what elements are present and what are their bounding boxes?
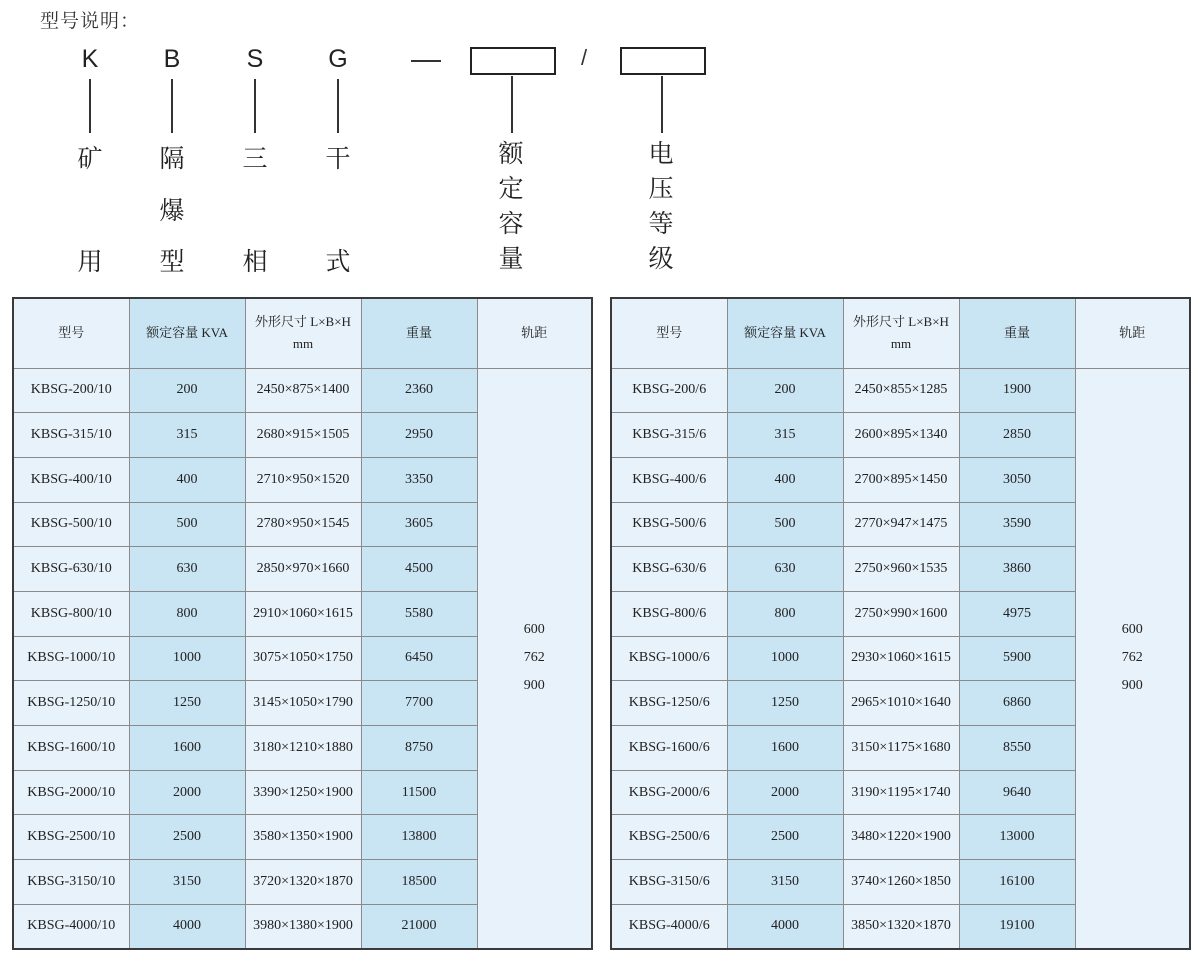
cell-weight: 21000 (361, 904, 477, 949)
meaning-voltage-char-2: 压 (648, 174, 674, 203)
cell-model: KBSG-200/6 (611, 368, 727, 413)
cell-weight: 11500 (361, 770, 477, 815)
meaning-voltage-char-3: 等 (648, 209, 674, 238)
cell-rated-capacity: 630 (129, 547, 245, 592)
cell-rated-capacity: 800 (727, 591, 843, 636)
voltage-placeholder-box (620, 47, 706, 75)
cell-weight: 3590 (959, 502, 1075, 547)
cell-model: KBSG-4000/10 (13, 904, 129, 949)
cell-model: KBSG-3150/10 (13, 860, 129, 905)
meaning-capacity-char-3: 容 (498, 209, 524, 238)
cell-rated-capacity: 630 (727, 547, 843, 592)
connector-line-capacity (511, 76, 513, 133)
cell-model: KBSG-1250/6 (611, 681, 727, 726)
cell-dimensions: 3980×1380×1900 (245, 904, 361, 949)
cell-weight: 3350 (361, 457, 477, 502)
track-gauge-value: 600 (523, 622, 545, 638)
cell-model: KBSG-315/6 (611, 413, 727, 458)
table-row (13, 368, 592, 413)
cell-model: KBSG-1250/10 (13, 681, 129, 726)
capacity-placeholder-box (470, 47, 556, 75)
cell-dimensions: 3580×1350×1900 (245, 815, 361, 860)
track-gauge-value: 762 (1121, 650, 1143, 666)
cell-rated-capacity: 800 (129, 591, 245, 636)
header-weight: 重量 (959, 298, 1075, 368)
meaning-b-char-2: 爆 (159, 196, 185, 225)
cell-model: KBSG-1600/10 (13, 726, 129, 771)
cell-model: KBSG-400/6 (611, 457, 727, 502)
cell-weight: 9640 (959, 770, 1075, 815)
cell-dimensions: 3190×1195×1740 (843, 770, 959, 815)
connector-line-voltage (661, 76, 663, 133)
meaning-b-char-3: 型 (159, 247, 185, 276)
meaning-g-char-2: 式 (325, 247, 351, 276)
cell-rated-capacity: 500 (727, 502, 843, 547)
cell-model: KBSG-1000/6 (611, 636, 727, 681)
cell-model: KBSG-1000/10 (13, 636, 129, 681)
cell-weight: 2360 (361, 368, 477, 413)
meaning-g-char-1: 干 (325, 144, 351, 173)
header-dimensions (245, 298, 361, 368)
spec-table-10kv (12, 297, 593, 950)
cell-rated-capacity: 1600 (129, 726, 245, 771)
cell-model: KBSG-630/10 (13, 547, 129, 592)
cell-rated-capacity: 315 (129, 413, 245, 458)
header-model: 型号 (611, 298, 727, 368)
cell-track-gauge (1075, 368, 1190, 949)
code-letter-s: S (246, 45, 264, 73)
cell-rated-capacity: 4000 (727, 904, 843, 949)
cell-dimensions: 2750×990×1600 (843, 591, 959, 636)
cell-rated-capacity: 2000 (129, 770, 245, 815)
cell-weight: 6860 (959, 681, 1075, 726)
track-gauge-value: 600 (1121, 622, 1143, 638)
header-dimensions (843, 298, 959, 368)
cell-dimensions: 3075×1050×1750 (245, 636, 361, 681)
cell-weight: 1900 (959, 368, 1075, 413)
cell-dimensions: 3180×1210×1880 (245, 726, 361, 771)
cell-model: KBSG-500/10 (13, 502, 129, 547)
cell-model: KBSG-2000/10 (13, 770, 129, 815)
cell-dimensions: 3480×1220×1900 (843, 815, 959, 860)
cell-weight: 8750 (361, 726, 477, 771)
cell-dimensions: 2750×960×1535 (843, 547, 959, 592)
cell-weight: 8550 (959, 726, 1075, 771)
code-separator-slash: / (581, 45, 588, 70)
meaning-k-char-2: 用 (77, 247, 103, 276)
cell-weight: 7700 (361, 681, 477, 726)
cell-rated-capacity: 1250 (727, 681, 843, 726)
connector-line-g (337, 79, 339, 133)
code-letter-b: B (163, 45, 181, 73)
cell-model: KBSG-400/10 (13, 457, 129, 502)
cell-weight: 13000 (959, 815, 1075, 860)
cell-model: KBSG-315/10 (13, 413, 129, 458)
cell-rated-capacity: 400 (129, 457, 245, 502)
cell-weight: 5580 (361, 591, 477, 636)
cell-dimensions: 2780×950×1545 (245, 502, 361, 547)
cell-dimensions: 2850×970×1660 (245, 547, 361, 592)
cell-dimensions: 2965×1010×1640 (843, 681, 959, 726)
cell-model: KBSG-2500/10 (13, 815, 129, 860)
cell-model: KBSG-200/10 (13, 368, 129, 413)
cell-weight: 13800 (361, 815, 477, 860)
meaning-b-char-1: 隔 (159, 144, 185, 173)
cell-rated-capacity: 1000 (129, 636, 245, 681)
cell-dimensions: 2930×1060×1615 (843, 636, 959, 681)
spec-table-6kv (610, 297, 1191, 950)
cell-dimensions: 3850×1320×1870 (843, 904, 959, 949)
code-letter-k: K (81, 45, 99, 73)
code-separator-dash (411, 60, 441, 62)
cell-dimensions: 3150×1175×1680 (843, 726, 959, 771)
meaning-voltage-char-4: 级 (648, 244, 674, 273)
table-row (611, 368, 1190, 413)
header-dimensions-label: 外形尺寸 L×B×H (853, 314, 949, 330)
cell-model: KBSG-500/6 (611, 502, 727, 547)
header-track-gauge: 轨距 (1075, 298, 1190, 368)
cell-dimensions: 2600×895×1340 (843, 413, 959, 458)
cell-rated-capacity: 4000 (129, 904, 245, 949)
cell-rated-capacity: 200 (727, 368, 843, 413)
cell-rated-capacity: 1600 (727, 726, 843, 771)
cell-dimensions: 2770×947×1475 (843, 502, 959, 547)
header-dimensions-unit: mm (890, 336, 912, 352)
meaning-capacity (495, 136, 527, 276)
track-gauge-value: 900 (1121, 678, 1143, 694)
cell-rated-capacity: 315 (727, 413, 843, 458)
cell-model: KBSG-2500/6 (611, 815, 727, 860)
cell-dimensions: 2710×950×1520 (245, 457, 361, 502)
cell-weight: 4500 (361, 547, 477, 592)
code-letter-g: G (328, 45, 348, 73)
cell-weight: 2850 (959, 413, 1075, 458)
cell-model: KBSG-3150/6 (611, 860, 727, 905)
cell-model: KBSG-2000/6 (611, 770, 727, 815)
connector-line-k (89, 79, 91, 133)
cell-rated-capacity: 1000 (727, 636, 843, 681)
cell-rated-capacity: 500 (129, 502, 245, 547)
cell-model: KBSG-800/6 (611, 591, 727, 636)
meaning-capacity-char-4: 量 (498, 244, 524, 273)
cell-weight: 3605 (361, 502, 477, 547)
header-rated-capacity: 额定容量 KVA (129, 298, 245, 368)
cell-model: KBSG-630/6 (611, 547, 727, 592)
meaning-capacity-char-1: 额 (498, 139, 524, 168)
cell-weight: 16100 (959, 860, 1075, 905)
header-dimensions-label: 外形尺寸 L×B×H (255, 314, 351, 330)
cell-rated-capacity: 2500 (727, 815, 843, 860)
header-dimensions-unit: mm (292, 336, 314, 352)
cell-weight: 19100 (959, 904, 1075, 949)
cell-weight: 5900 (959, 636, 1075, 681)
cell-dimensions: 3740×1260×1850 (843, 860, 959, 905)
cell-rated-capacity: 200 (129, 368, 245, 413)
meaning-voltage-char-1: 电 (648, 139, 674, 168)
track-gauge-value: 762 (523, 650, 545, 666)
cell-rated-capacity: 2000 (727, 770, 843, 815)
meaning-s-char-1: 三 (242, 144, 268, 173)
meaning-s-char-2: 相 (242, 247, 268, 276)
cell-weight: 4975 (959, 591, 1075, 636)
cell-track-gauge (477, 368, 592, 949)
connector-line-b (171, 79, 173, 133)
model-description-title: 型号说明： (40, 10, 141, 32)
cell-dimensions: 2450×855×1285 (843, 368, 959, 413)
cell-weight: 3050 (959, 457, 1075, 502)
cell-dimensions: 2910×1060×1615 (245, 591, 361, 636)
connector-line-s (254, 79, 256, 133)
cell-rated-capacity: 1250 (129, 681, 245, 726)
header-track-gauge: 轨距 (477, 298, 592, 368)
header-weight: 重量 (361, 298, 477, 368)
table-header-row (611, 298, 1190, 368)
cell-weight: 18500 (361, 860, 477, 905)
cell-rated-capacity: 400 (727, 457, 843, 502)
cell-model: KBSG-800/10 (13, 591, 129, 636)
header-model: 型号 (13, 298, 129, 368)
cell-dimensions: 3390×1250×1900 (245, 770, 361, 815)
cell-dimensions: 3145×1050×1790 (245, 681, 361, 726)
cell-rated-capacity: 2500 (129, 815, 245, 860)
meaning-capacity-char-2: 定 (498, 174, 524, 203)
track-gauge-value: 900 (523, 678, 545, 694)
cell-dimensions: 2700×895×1450 (843, 457, 959, 502)
cell-weight: 3860 (959, 547, 1075, 592)
cell-dimensions: 3720×1320×1870 (245, 860, 361, 905)
cell-weight: 6450 (361, 636, 477, 681)
meaning-voltage (645, 136, 677, 276)
cell-weight: 2950 (361, 413, 477, 458)
header-rated-capacity: 额定容量 KVA (727, 298, 843, 368)
cell-model: KBSG-4000/6 (611, 904, 727, 949)
cell-rated-capacity: 3150 (129, 860, 245, 905)
cell-dimensions: 2680×915×1505 (245, 413, 361, 458)
cell-dimensions: 2450×875×1400 (245, 368, 361, 413)
cell-rated-capacity: 3150 (727, 860, 843, 905)
cell-model: KBSG-1600/6 (611, 726, 727, 771)
table-header-row (13, 298, 592, 368)
meaning-k-char-1: 矿 (77, 144, 103, 173)
